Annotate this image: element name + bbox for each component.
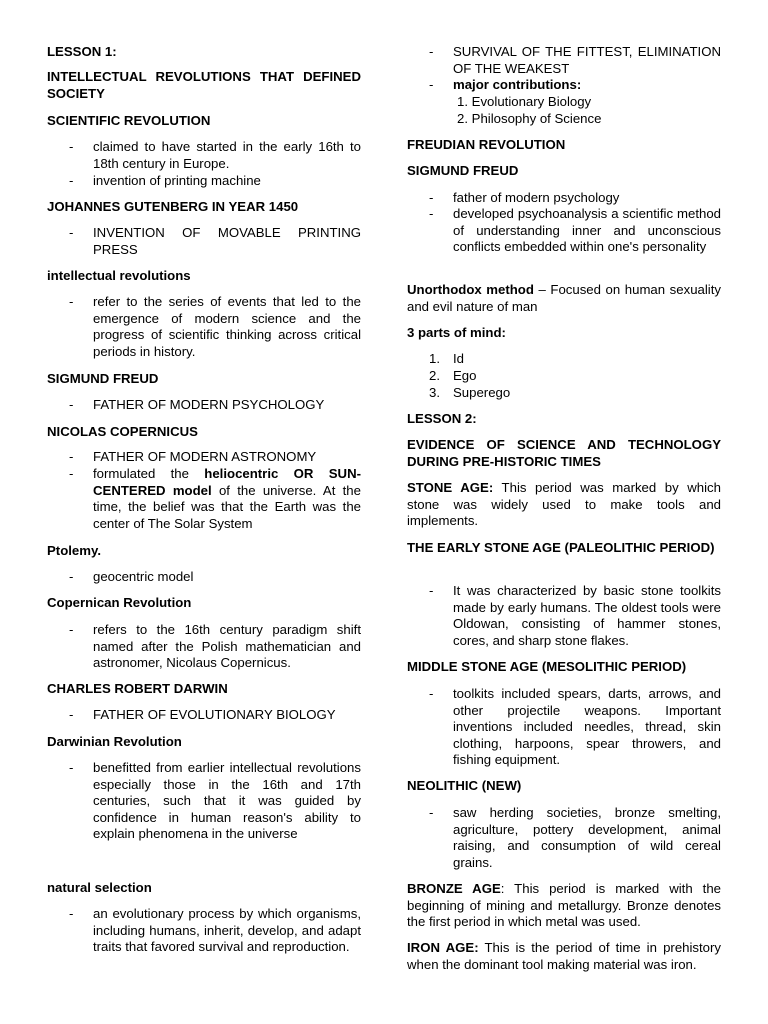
- list-number: 2.: [429, 368, 440, 383]
- bronze-age-paragraph: [407, 881, 721, 931]
- list-item-text: Ego: [453, 368, 477, 383]
- bullet-dash: -: [429, 206, 434, 221]
- heading-parts-of-mind: 3 parts of mind:: [407, 325, 506, 340]
- iron-age-paragraph: [407, 940, 721, 973]
- heading-intellectual-revolutions: intellectual revolutions: [47, 268, 191, 283]
- text-run: This period was marked by which stone was widely used to make tools and implements.: [407, 480, 721, 529]
- list-item-text: father of modern psychology: [453, 190, 620, 205]
- text-run: : This period is marked with the beginning of mining and metallurgy. Bronze denotes the first period in which metal was used.: [407, 881, 721, 930]
- bullet-dash: -: [69, 449, 74, 464]
- list-item-text: invention of printing machine: [93, 173, 261, 188]
- bullet-dash: -: [69, 707, 74, 722]
- heading-freudian-revolution: FREUDIAN REVOLUTION: [407, 137, 566, 152]
- bullet-dash: -: [69, 760, 74, 775]
- list-item-text: toolkits included spears, darts, arrows, and other projectile weapons. Important inventions included needles, thread, skin clothing, harpoons, spear throwers, and fishing equipment.: [453, 686, 721, 768]
- bullet-dash: -: [429, 77, 434, 92]
- heading-early-stone-age: THE EARLY STONE AGE (PALEOLITHIC PERIOD): [407, 540, 715, 555]
- heading-evidence: EVIDENCE OF SCIENCE AND TECHNOLOGY DURING PRE-HISTORIC TIMES: [407, 437, 721, 469]
- bullet-dash: -: [429, 805, 434, 820]
- heading-natural-selection: natural selection: [47, 880, 152, 895]
- heading-ptolemy: Ptolemy.: [47, 543, 101, 558]
- bullet-dash: -: [69, 294, 74, 309]
- list-item-text: benefitted from earlier intellectual revolutions especially those in the 16th and 17th centuries, such that it was guided by confidence in human reason's ability to explain phenomena in the universe: [93, 760, 361, 842]
- bold-text: Unorthodox method: [407, 282, 534, 297]
- list-number: 3.: [429, 385, 440, 400]
- list-item-text: developed psychoanalysis a scientific method of understanding inner and unconscious conflicts embedded within one's personality: [453, 206, 721, 255]
- list-number: 1.: [429, 351, 440, 366]
- list-item-text: refer to the series of events that led to the emergence of modern science and the progress of scientific thinking across critical periods in history.: [93, 294, 361, 359]
- bold-text: IRON AGE:: [407, 940, 479, 955]
- bullet-dash: -: [429, 686, 434, 701]
- bold-text: BRONZE AGE: [407, 881, 501, 896]
- bold-text: STONE AGE:: [407, 480, 494, 495]
- list-item-text: refers to the 16th century paradigm shift named after the Polish mathematician and astronomer, Nicolaus Copernicus.: [93, 622, 361, 671]
- heading-middle-stone-age: MIDDLE STONE AGE (MESOLITHIC PERIOD): [407, 659, 687, 674]
- heading-gutenberg: JOHANNES GUTENBERG IN YEAR 1450: [47, 199, 299, 214]
- list-item-text: Superego: [453, 385, 511, 400]
- list-item-text: Id: [453, 351, 464, 366]
- bullet-dash: -: [69, 906, 74, 921]
- list-item-text: INVENTION OF MOVABLE PRINTING PRESS: [93, 225, 361, 257]
- bullet-dash: -: [429, 190, 434, 205]
- list-item-text: FATHER OF EVOLUTIONARY BIOLOGY: [93, 707, 336, 722]
- list-item-text: saw herding societies, bronze smelting, agriculture, pottery development, animal raising, and consumption of wild cereal grains.: [453, 805, 721, 870]
- unorthodox-paragraph: [407, 282, 721, 315]
- text-run: formulated the: [93, 466, 205, 481]
- heading-copernicus: NICOLAS COPERNICUS: [47, 424, 198, 439]
- page-title: INTELLECTUAL REVOLUTIONS THAT DEFINED SOCIETY: [47, 69, 361, 101]
- list-item-text: FATHER OF MODERN PSYCHOLOGY: [93, 397, 325, 412]
- list-item-text: claimed to have started in the early 16th to 18th century in Europe.: [93, 139, 361, 171]
- lesson1-heading: LESSON 1:: [47, 44, 117, 59]
- bullet-dash: -: [69, 569, 74, 584]
- bullet-dash: -: [69, 466, 74, 481]
- list-item-text: [93, 466, 361, 532]
- bullet-dash: -: [69, 139, 74, 154]
- text-run: This is the period of time in prehistory when the dominant tool making material was iron.: [407, 940, 721, 972]
- bullet-dash: -: [69, 397, 74, 412]
- text-run: – Focused on human sexuality and evil nature of man: [407, 282, 721, 314]
- lesson2-heading: LESSON 2:: [407, 411, 477, 426]
- heading-scientific-revolution: SCIENTIFIC REVOLUTION: [47, 113, 211, 128]
- numbered-item: 1. Evolutionary Biology: [457, 94, 592, 109]
- heading-neolithic: NEOLITHIC (NEW): [407, 778, 522, 793]
- list-item-text: It was characterized by basic stone toolkits made by early humans. The oldest tools were Oldowan, consisting of hammer stones, cores, and sharp stone flakes.: [453, 583, 721, 648]
- bullet-dash: -: [429, 44, 434, 59]
- bullet-dash: -: [69, 622, 74, 637]
- numbered-item: 2. Philosophy of Science: [457, 111, 602, 126]
- stone-age-paragraph: [407, 480, 721, 530]
- list-item-text: SURVIVAL OF THE FITTEST, ELIMINATION OF THE WEAKEST: [453, 44, 721, 76]
- list-item-text: FATHER OF MODERN ASTRONOMY: [93, 449, 317, 464]
- heading-darwinian-revolution: Darwinian Revolution: [47, 734, 182, 749]
- heading-darwin: CHARLES ROBERT DARWIN: [47, 681, 228, 696]
- bullet-dash: -: [69, 225, 74, 240]
- list-item-text: major contributions:: [453, 77, 582, 92]
- bold-text: heliocentric OR SUN-CENTERED model: [93, 466, 361, 498]
- text-run: of the universe. At the time, the belief was that the Earth was the center of The Solar System: [93, 482, 361, 531]
- heading-copernican-revolution: Copernican Revolution: [47, 595, 192, 610]
- heading-sigmund-freud-right: SIGMUND FREUD: [407, 163, 519, 178]
- bullet-dash: -: [69, 173, 74, 188]
- bullet-dash: -: [429, 583, 434, 598]
- heading-sigmund-freud: SIGMUND FREUD: [47, 371, 159, 386]
- list-item-text: geocentric model: [93, 569, 194, 584]
- list-item-text: an evolutionary process by which organisms, including humans, inherit, develop, and adapt traits that favored survival and reproduction.: [93, 906, 361, 955]
